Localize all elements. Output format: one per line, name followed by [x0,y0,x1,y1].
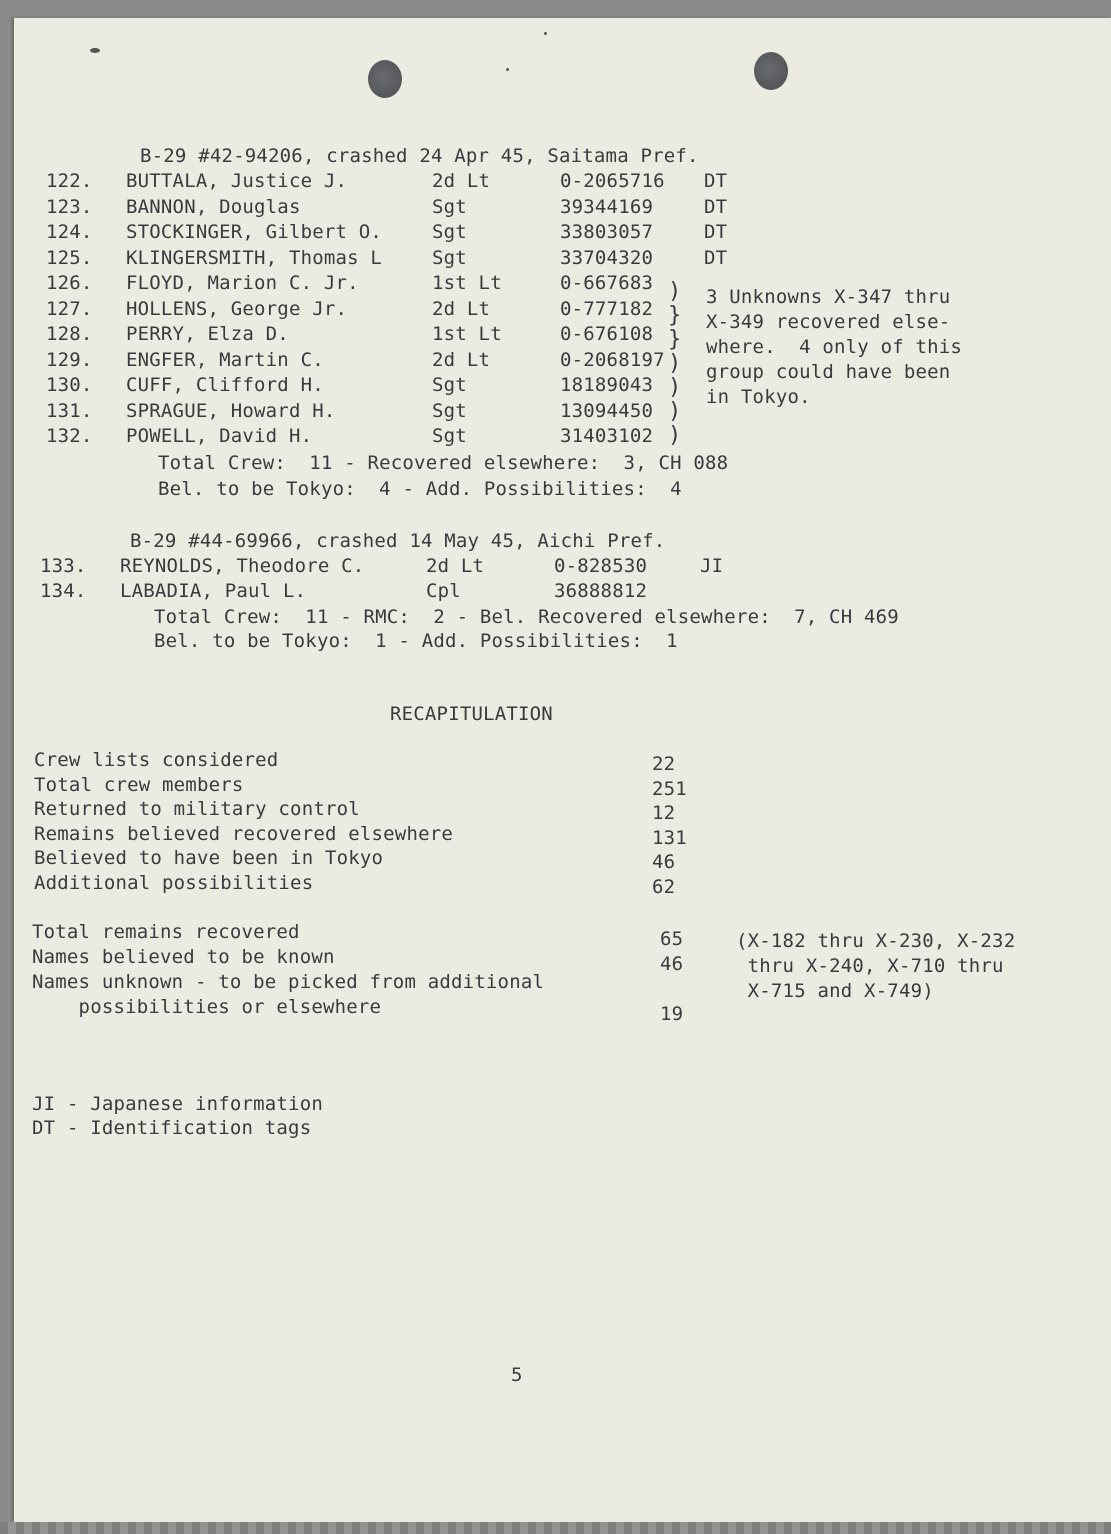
note-line: where. 4 only of this [706,336,963,358]
document-page [14,18,1111,1522]
recap-label: Remains believed recovered elsewhere [34,822,454,845]
crew-name: LABADIA, Paul L. [120,580,307,602]
crew-serial: 31403102 [560,425,654,447]
crew-name: BUTTALA, Justice J. [126,170,348,192]
paper-speck [90,48,100,53]
crew-rank: 1st Lt [432,272,502,294]
crew-name: ENGFER, Martin C. [126,348,324,371]
crew-number: 132. [46,425,93,447]
crew-rank: Sgt [432,374,467,396]
section1-heading: B-29 #42-94206, crashed 24 Apr 45, Saitama Pref. [140,145,699,167]
crew-id-code: JI [700,555,724,577]
crew-id-code: DT [704,246,728,269]
recap-label: Crew lists considered [34,749,279,771]
crew-name: HOLLENS, George Jr. [126,297,348,320]
crew-rank: 2d Lt [426,555,485,577]
crew-serial: 33803057 [560,221,654,243]
legend-ji: JI - Japanese information [32,1093,323,1115]
crew-number: 131. [46,399,93,422]
crew-rank: Sgt [432,195,467,218]
crew-number: 123. [46,195,93,218]
crew-serial: 36888812 [554,580,648,602]
crew-name: FLOYD, Marion C. Jr. [126,272,359,294]
crew-rank: 2d Lt [432,170,491,192]
crew-number: 125. [46,246,93,269]
recap-label: Names believed to be known [32,946,335,968]
bracket-group: ) } } ) ) ) ) [668,279,682,448]
background-strip [0,1522,1111,1534]
crew-number: 122. [46,170,93,192]
recap-value: 46 [660,953,684,975]
crew-rank: 2d Lt [432,348,491,371]
crew-number: 126. [46,272,93,294]
note-line: 3 Unknowns X-347 thru [706,286,951,308]
crew-name: STOCKINGER, Gilbert O. [126,221,383,243]
crew-number: 134. [40,580,87,602]
legend-dt: DT - Identification tags [32,1117,312,1139]
recap-label: Returned to military control [34,798,360,820]
crew-name: REYNOLDS, Theodore C. [120,555,365,577]
crew-name: CUFF, Clifford H. [126,374,324,396]
note-line: X-715 and X-749) [736,980,934,1002]
recap-label: Additional possibilities [34,871,314,894]
crew-rank: Cpl [426,580,461,602]
note-line: (X-182 thru X-230, X-232 [736,930,1016,952]
recap-value: 19 [660,1003,684,1025]
crew-serial: 13094450 [560,399,654,422]
crew-serial: 0-2065716 [560,170,665,192]
crew-rank: Sgt [432,221,467,243]
recap-label: Total crew members [34,773,244,796]
crew-name: KLINGERSMITH, Thomas L [126,246,383,269]
recap-label: Names unknown - to be picked from additional [32,971,545,993]
recap-value: 46 [652,851,676,873]
crew-number: 124. [46,221,93,243]
crew-serial: 0-2068197 [560,348,665,371]
punch-hole-left [368,60,402,98]
recap-value: 65 [660,928,684,950]
punch-hole-right [754,52,788,90]
page-number: 5 [511,1364,523,1386]
recap-value: 131 [652,826,687,849]
crew-id-code: DT [704,170,728,192]
section1-tokyo-line: Bel. to be Tokyo: 4 - Add. Possibilities: 4 [158,478,682,500]
crew-number: 133. [40,555,87,577]
recap-label: possibilities or elsewhere [32,996,382,1018]
recap-value: 22 [652,753,676,775]
section2-heading: B-29 #44-69966, crashed 14 May 45, Aichi Pref. [130,530,666,552]
note-line: thru X-240, X-710 thru [736,955,1004,977]
crew-serial: 33704320 [560,246,654,269]
recap-value: 251 [652,777,687,800]
crew-serial: 39344169 [560,195,654,218]
crew-number: 129. [46,348,93,371]
recap-label: Total remains recovered [32,921,300,943]
crew-number: 127. [46,297,93,320]
note-line: group could have been [706,361,951,383]
crew-name: PERRY, Elza D. [126,323,289,345]
crew-serial: 18189043 [560,374,654,396]
paper-speck [544,32,547,35]
crew-rank: Sgt [432,246,467,269]
crew-id-code: DT [704,195,728,218]
crew-serial: 0-667683 [560,272,654,294]
recap-value: 62 [652,875,676,898]
crew-id-code: DT [704,221,728,243]
crew-name: BANNON, Douglas [126,195,301,218]
crew-rank: Sgt [432,399,467,422]
section2-tokyo-line: Bel. to be Tokyo: 1 - Add. Possibilities: 1 [154,630,678,652]
crew-number: 128. [46,323,93,345]
paper-speck [506,68,509,71]
crew-rank: Sgt [432,425,467,447]
section2-total-line: Total Crew: 11 - RMC: 2 - Bel. Recovered elsewhere: 7, CH 469 [154,606,899,628]
crew-serial: 0-777182 [560,297,654,320]
note-line: in Tokyo. [706,386,811,408]
crew-rank: 2d Lt [432,297,491,320]
note-line: X-349 recovered else- [706,311,951,333]
crew-serial: 0-828530 [554,555,648,577]
crew-name: SPRAGUE, Howard H. [126,399,336,422]
recap-value: 12 [652,802,676,824]
crew-serial: 0-676108 [560,323,654,345]
recap-label: Believed to have been in Tokyo [34,847,384,869]
crew-number: 130. [46,374,93,396]
crew-name: POWELL, David H. [126,425,313,447]
crew-rank: 1st Lt [432,323,502,345]
section1-total-line: Total Crew: 11 - Recovered elsewhere: 3, CH 088 [158,452,729,474]
recap-title: RECAPITULATION [390,703,553,725]
